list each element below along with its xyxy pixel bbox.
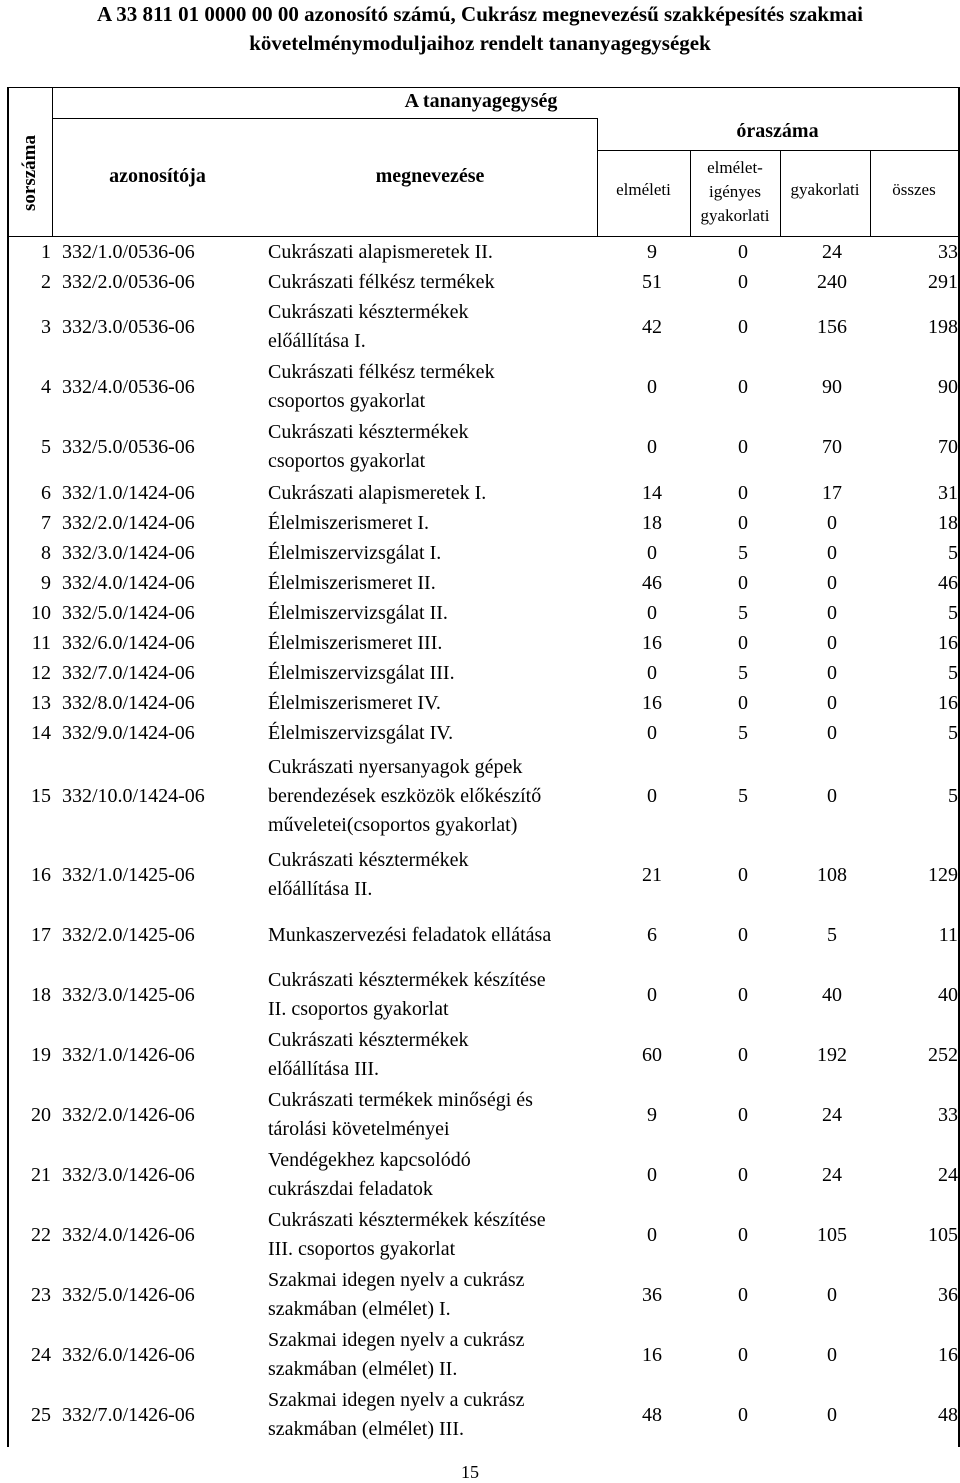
header-divider	[52, 118, 597, 119]
hours-gyakorlati: 0	[827, 661, 837, 684]
unit-name-line: Élelmiszerismeret IV.	[268, 691, 441, 714]
hours-elmeleti: 0	[647, 983, 657, 1006]
table-row	[8, 748, 958, 845]
hours-elmeletigenyes: 0	[738, 923, 748, 946]
row-number: 1	[41, 240, 51, 263]
unit-name-line: Cukrászati késztermékek	[268, 421, 469, 443]
unit-name	[268, 1025, 613, 1085]
hours-osszes: 36	[938, 1283, 958, 1306]
tananyagegyseg-header: A tananyagegység	[404, 90, 558, 112]
hours-elmeleti: 0	[647, 375, 657, 398]
unit-name-line: csoportos gyakorlat	[268, 390, 426, 412]
unit-name-line: előállítása II.	[268, 878, 373, 900]
unit-name	[268, 1265, 613, 1325]
hours-elmeleti: 51	[642, 270, 662, 293]
hours-elmeletigenyes: 0	[738, 1043, 748, 1066]
hours-gyakorlati: 24	[822, 240, 842, 263]
hours-gyakorlati: 0	[827, 1283, 837, 1306]
table-row	[8, 1025, 958, 1085]
hours-osszes: 18	[938, 511, 958, 534]
hours-gyakorlati: 192	[817, 1043, 847, 1066]
hours-osszes: 48	[938, 1403, 958, 1426]
table-row	[8, 297, 958, 357]
hours-osszes: 33	[938, 1103, 958, 1126]
unit-name	[268, 718, 613, 748]
row-number: 12	[31, 661, 51, 684]
unit-id: 332/6.0/1424-06	[62, 631, 195, 654]
unit-id: 332/10.0/1424-06	[62, 785, 205, 807]
row-number: 14	[31, 721, 51, 744]
row-number: 19	[31, 1043, 51, 1066]
unit-name-line: Szakmai idegen nyelv a cukrász	[268, 1389, 525, 1411]
hours-osszes: 291	[928, 270, 958, 293]
hours-elmeleti: 0	[647, 661, 657, 684]
unit-id: 332/2.0/1424-06	[62, 511, 195, 534]
unit-name-line: Cukrászati késztermékek készítése	[268, 969, 546, 991]
hours-osszes: 40	[938, 983, 958, 1006]
hours-elmeletigenyes: 0	[738, 240, 748, 263]
hours-elmeletigenyes: 0	[738, 1403, 748, 1426]
unit-name-line: Cukrászati alapismeretek II.	[268, 240, 493, 263]
unit-name	[268, 965, 613, 1025]
unit-name	[268, 267, 613, 297]
table-row	[8, 568, 958, 598]
elmeletigenyes-header: elmélet- igényes gyakorlati	[700, 158, 770, 225]
unit-name	[268, 297, 613, 357]
unit-id: 332/3.0/1425-06	[62, 983, 195, 1006]
hours-elmeleti: 16	[642, 691, 662, 714]
hours-gyakorlati: 108	[817, 863, 847, 886]
unit-id: 332/3.0/0536-06	[62, 315, 195, 338]
unit-name-line: Élelmiszervizsgálat IV.	[268, 721, 454, 744]
hours-elmeleti: 16	[642, 631, 662, 654]
unit-name	[268, 1385, 613, 1445]
unit-name-line: Cukrászati nyersanyagok gépek	[268, 756, 523, 778]
hours-elmeleti: 18	[642, 511, 662, 534]
hours-elmeleti: 42	[642, 315, 662, 338]
row-number: 13	[31, 691, 51, 714]
unit-id: 332/9.0/1424-06	[62, 721, 195, 744]
unit-id: 332/7.0/1424-06	[62, 661, 195, 684]
unit-name	[268, 658, 613, 688]
unit-id: 332/3.0/1424-06	[62, 541, 195, 564]
hours-osszes: 31	[938, 481, 958, 504]
unit-name-line: Élelmiszervizsgálat III.	[268, 661, 455, 684]
hours-gyakorlati: 240	[817, 270, 847, 293]
unit-id: 332/2.0/1425-06	[62, 923, 195, 946]
azonositoja-header: azonosítója	[109, 165, 206, 187]
hours-gyakorlati: 0	[827, 1403, 837, 1426]
hours-gyakorlati: 0	[827, 785, 837, 807]
unit-name-line: Cukrászati késztermékek	[268, 849, 469, 871]
hours-gyakorlati: 17	[822, 481, 842, 504]
hours-elmeleti: 14	[642, 481, 662, 504]
row-number: 24	[31, 1343, 51, 1366]
hours-gyakorlati: 0	[827, 511, 837, 534]
hours-elmeleti: 0	[647, 1223, 657, 1246]
hours-elmeleti: 21	[642, 863, 662, 886]
unit-name-line: III. csoportos gyakorlat	[268, 1238, 456, 1260]
table-row	[8, 357, 958, 417]
table-row	[8, 845, 958, 905]
hours-osszes: 16	[938, 691, 958, 714]
unit-name-line: Cukrászati termékek minőségi és	[268, 1089, 533, 1111]
hours-osszes: 70	[938, 435, 958, 458]
hours-elmeletigenyes: 0	[738, 1343, 748, 1366]
unit-id: 332/7.0/1426-06	[62, 1403, 195, 1426]
hours-elmeleti: 9	[647, 240, 657, 263]
unit-id: 332/8.0/1424-06	[62, 691, 195, 714]
unit-name	[268, 478, 613, 508]
unit-name	[268, 568, 613, 598]
table-row	[8, 598, 958, 628]
page-number: 15	[461, 1462, 479, 1482]
unit-id: 332/1.0/1426-06	[62, 1043, 195, 1066]
row-number: 18	[31, 983, 51, 1006]
hours-gyakorlati: 90	[822, 375, 842, 398]
unit-name-line: Munkaszervezési feladatok ellátása	[268, 923, 552, 946]
hours-elmeletigenyes: 5	[738, 661, 748, 684]
unit-name	[268, 628, 613, 658]
unit-id: 332/4.0/0536-06	[62, 375, 195, 398]
row-number: 15	[31, 785, 51, 807]
table-row	[8, 267, 958, 297]
hours-gyakorlati: 0	[827, 691, 837, 714]
hours-elmeleti: 0	[647, 721, 657, 744]
unit-name	[268, 1085, 613, 1145]
row-number: 17	[31, 923, 51, 946]
unit-name	[268, 688, 613, 718]
hours-osszes: 5	[948, 661, 958, 684]
unit-name-line: Vendégekhez kapcsolódó	[268, 1149, 471, 1171]
unit-id: 332/2.0/1426-06	[62, 1103, 195, 1126]
elmeleti-header: elméleti	[616, 180, 671, 199]
unit-name-line: Élelmiszerismeret III.	[268, 631, 443, 654]
hours-elmeletigenyes: 0	[738, 863, 748, 886]
hours-gyakorlati: 24	[822, 1163, 842, 1186]
row-number: 3	[41, 315, 51, 338]
unit-name	[268, 598, 613, 628]
hours-osszes: 90	[938, 375, 958, 398]
row-number: 5	[41, 435, 51, 458]
table-row	[8, 237, 958, 267]
row-number: 7	[41, 511, 51, 534]
oraszama-header: óraszáma	[736, 120, 819, 142]
unit-id: 332/3.0/1426-06	[62, 1163, 195, 1186]
unit-name-line: Cukrászati félkész termékek	[268, 270, 495, 293]
hours-osszes: 16	[938, 1343, 958, 1366]
hours-elmeletigenyes: 0	[738, 1103, 748, 1126]
unit-name-line: tárolási követelményei	[268, 1118, 450, 1140]
row-number: 8	[41, 541, 51, 564]
hours-gyakorlati: 40	[822, 983, 842, 1006]
hours-elmeletigenyes: 5	[738, 721, 748, 744]
row-number: 11	[31, 631, 51, 654]
hours-elmeleti: 0	[647, 601, 657, 624]
unit-id: 332/2.0/0536-06	[62, 270, 195, 293]
unit-name	[268, 508, 613, 538]
table-row	[8, 478, 958, 508]
unit-name-line: berendezések eszközök előkészítő	[268, 785, 542, 807]
hours-gyakorlati: 0	[827, 601, 837, 624]
unit-name-line: csoportos gyakorlat	[268, 450, 426, 472]
hours-elmeletigenyes: 5	[738, 601, 748, 624]
table-row	[8, 1385, 958, 1445]
table-row	[8, 905, 958, 965]
title-line-2: követelménymoduljaihoz rendelt tananyagegységek	[249, 31, 711, 55]
unit-name	[268, 1325, 613, 1385]
unit-name-line: cukrászdai feladatok	[268, 1178, 433, 1200]
unit-name	[268, 1205, 613, 1265]
hours-elmeletigenyes: 0	[738, 511, 748, 534]
unit-name	[268, 538, 613, 568]
row-number: 22	[31, 1223, 51, 1246]
unit-id: 332/5.0/1426-06	[62, 1283, 195, 1306]
hours-elmeleti: 6	[647, 923, 657, 946]
hours-osszes: 198	[928, 315, 958, 338]
hours-osszes: 24	[938, 1163, 958, 1186]
row-number: 21	[31, 1163, 51, 1186]
hours-elmeletigenyes: 5	[738, 541, 748, 564]
row-number: 10	[31, 601, 51, 624]
hours-osszes: 33	[938, 240, 958, 263]
hours-elmeletigenyes: 0	[738, 631, 748, 654]
unit-name-line: II. csoportos gyakorlat	[268, 998, 449, 1020]
hours-elmeleti: 9	[647, 1103, 657, 1126]
hours-gyakorlati: 0	[827, 721, 837, 744]
row-number: 16	[31, 863, 51, 886]
unit-name-line: Cukrászati félkész termékek	[268, 361, 495, 383]
unit-name	[268, 1145, 613, 1205]
unit-name-line: Élelmiszerismeret II.	[268, 571, 436, 594]
gyakorlati-header: gyakorlati	[790, 180, 860, 199]
hours-elmeletigenyes: 0	[738, 375, 748, 398]
hours-gyakorlati: 156	[817, 315, 847, 338]
hours-osszes: 11	[938, 923, 958, 946]
unit-name-line: Élelmiszervizsgálat II.	[268, 601, 448, 624]
unit-name-line: Cukrászati késztermékek készítése	[268, 1209, 546, 1231]
unit-name-line: Cukrászati késztermékek	[268, 1029, 469, 1051]
table-row	[8, 1205, 958, 1265]
unit-name	[268, 357, 613, 417]
hours-osszes: 5	[948, 601, 958, 624]
hours-gyakorlati: 5	[827, 923, 837, 946]
unit-name-line: Élelmiszervizsgálat I.	[268, 541, 442, 564]
document-title	[0, 0, 960, 58]
hours-gyakorlati: 24	[822, 1103, 842, 1126]
unit-name	[268, 237, 613, 267]
unit-name-line: Élelmiszerismeret I.	[268, 511, 430, 534]
unit-name-line: Szakmai idegen nyelv a cukrász	[268, 1269, 525, 1291]
table-row	[8, 718, 958, 748]
row-number: 4	[41, 375, 51, 398]
hours-gyakorlati: 105	[817, 1223, 847, 1246]
unit-name-line: szakmában (elmélet) II.	[268, 1358, 458, 1380]
hours-elmeletigenyes: 0	[738, 1283, 748, 1306]
hours-elmeletigenyes: 0	[738, 435, 748, 458]
table-row	[8, 658, 958, 688]
unit-name-line: előállítása III.	[268, 1058, 380, 1080]
table-row	[8, 688, 958, 718]
table-row	[8, 1085, 958, 1145]
hours-elmeleti: 60	[642, 1043, 662, 1066]
hours-gyakorlati: 0	[827, 1343, 837, 1366]
unit-name	[268, 417, 613, 477]
hours-elmeleti: 46	[642, 571, 662, 594]
hours-elmeletigenyes: 5	[738, 785, 748, 807]
unit-id: 332/5.0/0536-06	[62, 435, 195, 458]
unit-name	[268, 905, 613, 965]
hours-gyakorlati: 70	[822, 435, 842, 458]
unit-name	[268, 845, 613, 905]
unit-name-line: Cukrászati késztermékek	[268, 301, 469, 323]
unit-name-line: szakmában (elmélet) III.	[268, 1418, 465, 1440]
unit-name	[268, 748, 613, 845]
hours-osszes: 5	[948, 721, 958, 744]
unit-name-line: előállítása I.	[268, 330, 366, 352]
hours-elmeletigenyes: 0	[738, 481, 748, 504]
table-row	[8, 1325, 958, 1385]
sorszama-header: sorszáma	[19, 135, 41, 211]
unit-id: 332/4.0/1426-06	[62, 1223, 195, 1246]
row-number: 2	[41, 270, 51, 293]
hours-osszes: 5	[948, 785, 958, 807]
hours-gyakorlati: 0	[827, 631, 837, 654]
hours-elmeletigenyes: 0	[738, 315, 748, 338]
hours-elmeletigenyes: 0	[738, 1223, 748, 1246]
unit-id: 332/1.0/1425-06	[62, 863, 195, 886]
hours-osszes: 46	[938, 571, 958, 594]
table-row	[8, 965, 958, 1025]
hours-elmeletigenyes: 0	[738, 691, 748, 714]
row-number: 6	[41, 481, 51, 504]
oraszama-divider	[597, 150, 958, 151]
row-number: 23	[31, 1283, 51, 1306]
table-row	[8, 1265, 958, 1325]
hours-osszes: 16	[938, 631, 958, 654]
hours-elmeleti: 48	[642, 1403, 662, 1426]
hours-elmeleti: 36	[642, 1283, 662, 1306]
hours-osszes: 5	[948, 541, 958, 564]
hours-elmeleti: 0	[647, 1163, 657, 1186]
hours-elmeletigenyes: 0	[738, 270, 748, 293]
hours-elmeletigenyes: 0	[738, 1163, 748, 1186]
table-row	[8, 628, 958, 658]
hours-elmeleti: 0	[647, 435, 657, 458]
title-line-1: A 33 811 01 0000 00 00 azonosító számú, Cukrász megnevezésű szakképesítés szakmai	[97, 2, 863, 26]
unit-id: 332/1.0/0536-06	[62, 240, 195, 263]
hours-elmeleti: 0	[647, 541, 657, 564]
table-row	[8, 1145, 958, 1205]
hours-elmeletigenyes: 0	[738, 571, 748, 594]
osszes-header: összes	[892, 180, 936, 199]
table-row	[8, 417, 958, 477]
megnevezese-header: megnevezése	[375, 165, 485, 187]
unit-id: 332/6.0/1426-06	[62, 1343, 195, 1366]
unit-id: 332/5.0/1424-06	[62, 601, 195, 624]
unit-id: 332/4.0/1424-06	[62, 571, 195, 594]
row-number: 9	[41, 571, 51, 594]
unit-name-line: szakmában (elmélet) I.	[268, 1298, 451, 1320]
hours-osszes: 105	[928, 1223, 958, 1246]
unit-name-line: Szakmai idegen nyelv a cukrász	[268, 1329, 525, 1351]
hours-gyakorlati: 0	[827, 571, 837, 594]
hours-osszes: 252	[928, 1043, 958, 1066]
table-row	[8, 538, 958, 568]
hours-osszes: 129	[928, 863, 958, 886]
unit-name-line: műveletei(csoportos gyakorlat)	[268, 814, 518, 836]
hours-elmeleti: 0	[647, 785, 657, 807]
row-number: 20	[31, 1103, 51, 1126]
hours-elmeletigenyes: 0	[738, 983, 748, 1006]
row-number: 25	[31, 1403, 51, 1426]
unit-id: 332/1.0/1424-06	[62, 481, 195, 504]
unit-name-line: Cukrászati alapismeretek I.	[268, 481, 487, 504]
hours-gyakorlati: 0	[827, 541, 837, 564]
hours-elmeleti: 16	[642, 1343, 662, 1366]
table-row	[8, 508, 958, 538]
